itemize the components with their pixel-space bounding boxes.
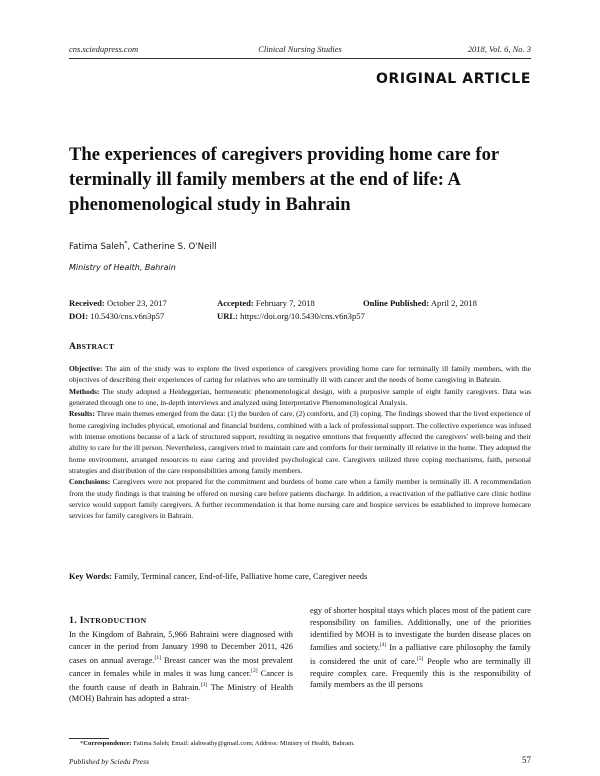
citation[interactable]: [2] — [251, 668, 258, 675]
article-type: ORIGINAL ARTICLE — [375, 71, 531, 87]
footer-publisher: Published by Sciedu Press — [69, 757, 150, 766]
header-journal: Clinical Nursing Studies — [258, 44, 342, 54]
keywords — [69, 572, 367, 581]
abstract-heading — [69, 341, 114, 352]
abstract-heading-initial: A — [69, 341, 77, 352]
footnote-text: Fatima Saleh; Email: alahwathy@gmail.com; Address: Ministry of Health, Bahrain. — [133, 740, 355, 747]
doi — [69, 311, 164, 321]
methods-text: The study adopted a Heideggerian, hermeneutic phenomenological design, with a purposive sample of eight family caregivers. Data was generated through one to one, in-depth interviews and analyzed using Interpretative Phenomenological Analysis. — [69, 386, 531, 408]
paper-title: The experiences of caregivers providing home care for terminally ill family members at the end of life: A phenomenological study in Bahrain — [69, 144, 499, 215]
accepted-date — [217, 298, 315, 308]
accepted-value: February 7, 2018 — [255, 298, 315, 308]
abstract-results — [69, 408, 531, 476]
keywords-text: Family, Terminal cancer, End-of-life, Palliative home care, Caregiver needs — [113, 572, 368, 581]
citation[interactable]: [4] — [379, 642, 387, 649]
intro-left-column — [69, 629, 293, 705]
intro-text: People who are terminally ill require complex care. Frequently this is the responsibility of family members as the ill persons — [310, 656, 532, 690]
url-link[interactable]: https://doi.org/10.5430/cns.v6n3p57 — [240, 311, 365, 321]
author-list: Fatima Saleh*, Catherine S. O'Neill — [69, 240, 217, 252]
header-site[interactable]: cns.sciedupress.com — [69, 44, 139, 54]
page-number: 57 — [522, 755, 531, 765]
footnote-rule — [69, 738, 109, 739]
intro-text: egy of shorter hospital stays which places most of the patient care responsibility on families. Additionally, one of the priorities identified by MOH is to investigate the burden disease places on families and society. — [310, 606, 531, 653]
author-name: Catherine S. O'Neill — [132, 241, 217, 252]
section-number: 1. — [69, 615, 77, 626]
intro-text: The Ministry of Health (MOH) Bahrain has adopted a strat- — [69, 682, 294, 704]
section-heading-initial: I — [79, 615, 84, 626]
intro-text: In the Kingdom of Bahrain, 5,966 Bahraini were diagnosed with cancer in the period from January 1998 to December 2011, 426 cases on annual average. — [69, 630, 293, 665]
affiliation: Ministry of Health, Bahrain — [69, 263, 176, 272]
url — [217, 311, 365, 321]
header-rule — [69, 58, 531, 59]
keywords-label: Key Words: — [69, 572, 112, 581]
results-label: Results: — [69, 409, 95, 419]
conclusions-label: Conclusions: — [69, 477, 111, 487]
abstract-heading-rest: BSTRACT — [76, 342, 115, 351]
section-heading-rest: NTRODUCTION — [83, 616, 147, 625]
objective-label: Objective: — [69, 364, 103, 373]
methods-label: Methods: — [69, 386, 100, 396]
objective-text: The aim of the study was to explore the lived experience of caregivers providing home care for terminally ill family members, with the objectives of describing their experiences of caring for relatives who are terminally ill with cancer and the needs of home caregiving in Bahrain. — [69, 364, 531, 385]
citation[interactable]: [5] — [416, 655, 424, 662]
published-date — [363, 298, 477, 308]
citation[interactable]: [3] — [200, 681, 208, 688]
intro-right-column — [310, 605, 531, 691]
intro-text: Breast cancer was the most prevalent cancer in females while in males it was lung cancer. — [69, 655, 293, 678]
corresponding-mark: * — [124, 240, 128, 247]
intro-paragraph — [69, 629, 293, 705]
doi-link[interactable]: 10.5430/cns.v6n3p57 — [90, 311, 165, 321]
received-value: October 23, 2017 — [106, 298, 167, 308]
abstract-body — [69, 363, 531, 522]
abstract-conclusions — [69, 476, 531, 521]
citation[interactable]: [1] — [154, 654, 162, 661]
received-label: Received: — [69, 298, 105, 308]
published-label: Online Published: — [363, 298, 430, 308]
footnote-mark: * — [80, 740, 84, 747]
header-issue: 2018, Vol. 6, No. 3 — [467, 44, 531, 54]
results-text: Three main themes emerged from the data: (1) the burden of care, (2) comforts, and (3) coping. The findings showed that the lived experience of home caregiving includes physical, emotional and financial burdens, combined with a lack of professional support. The collective experience was infused with intense emotions because of a lack of structured support, resulting in negative emotions that frequently affected the caregivers' well-being and their ability to care for the ill person. Nevertheless, caregivers tried to maintain care and comforts for their terminally ill relative in the home. They adopted the home environment, arranged resources to ease caring and provided psychological care. Caregivers utilized three coping mechanisms, faith, personal strategies and distribution of the care responsibilities among family members. — [69, 409, 531, 476]
abstract-objective — [69, 363, 531, 386]
url-label: URL: — [217, 311, 239, 321]
intro-text: Cancer is the fourth cause of death in Bahrain. — [69, 668, 293, 692]
running-header — [69, 44, 531, 58]
conclusions-text: Caregivers were not prepared for the commitment and burdens of home care when a family member is terminally ill. A recommendation from the study findings is that training be offered on nursing care before patients discharge. In addition, a reactivation of the palliative care clinic hotline service would support family caregivers. A further recommendation is that home nursing care and hospice services be established to improve homecare services for family caregivers in Bahrain. — [69, 477, 532, 521]
abstract-methods — [69, 386, 531, 409]
published-value: April 2, 2018 — [430, 298, 477, 308]
accepted-label: Accepted: — [217, 298, 254, 308]
author-name: Fatima Saleh — [69, 241, 125, 252]
doi-label: DOI: — [69, 311, 89, 321]
footnote-label: Correspondence: — [83, 740, 132, 747]
correspondence-footnote — [80, 740, 355, 747]
section-heading-introduction — [69, 615, 146, 626]
intro-text: In a palliative care philosophy the family is considered the unit of care. — [310, 643, 531, 666]
received-date — [69, 298, 167, 308]
intro-paragraph — [310, 605, 531, 691]
